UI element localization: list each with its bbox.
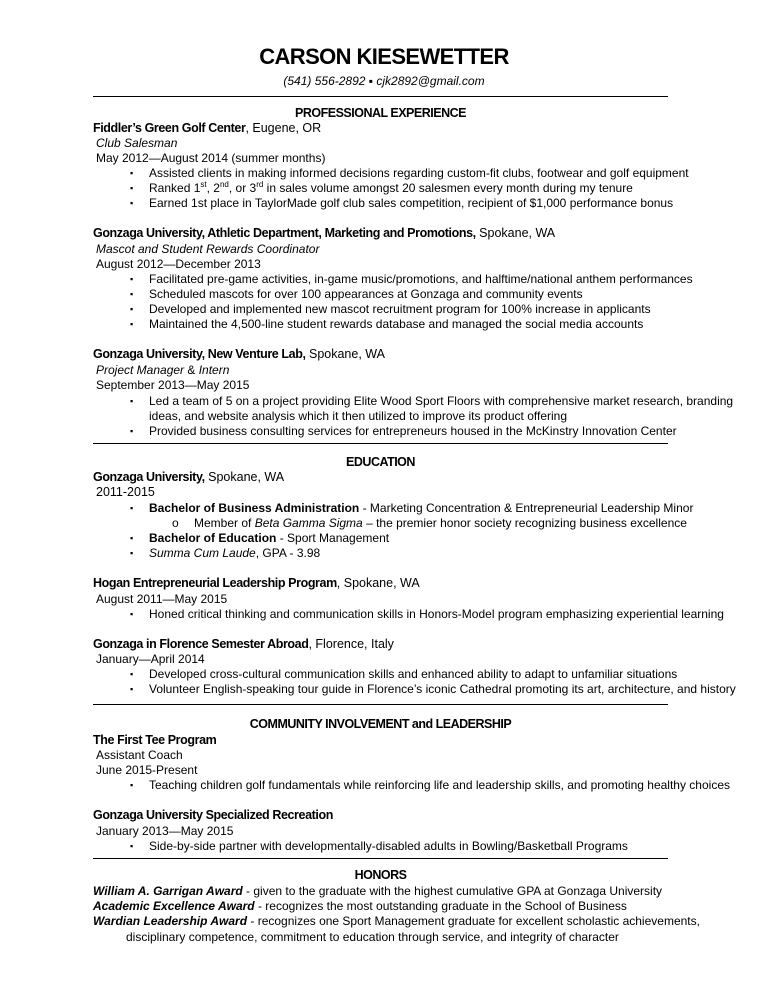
bullet-marker: ▪ [130,168,134,178]
bullet-item: ▪ Led a team of 5 on a project providing Elite Wood Sport Floors with comprehensive market research, branding [130,394,734,408]
contact-info: (541) 556-2892 ▪ cjk2892@gmail.com [283,74,485,88]
school-dates: 2011-2015 [96,485,155,499]
job-heading [93,347,385,362]
bullet-item: ▪ Summa Cum Laude, GPA - 3.98 [130,546,321,560]
section-heading-education: EDUCATION [346,455,415,469]
volunteer-role: Assistant Coach [96,748,183,762]
bullet-item: ▪ Scheduled mascots for over 100 appearances at Gonzaga and community events [130,287,583,301]
school-heading [93,470,284,485]
bullet-item: ▪ Assisted clients in making informed decisions regarding custom-fit clubs, footwear and golf equipment [130,166,689,180]
bullet-marker: ▪ [130,198,134,208]
sub-bullet-item: o Member of Beta Gamma Sigma – the premier honor society recognizing business excellence [172,516,687,530]
job-heading [93,226,555,241]
bullet-item: ▪ Maintained the 4,500-line student rewards database and managed the social media accounts [130,317,644,331]
employer-location: Spokane, WA [305,347,385,361]
award-name: Academic Excellence Award [93,899,255,913]
employer-name: Gonzaga University, Athletic Department, Marketing and Promotions, [93,226,476,240]
school-name: Hogan Entrepreneurial Leadership Program [93,576,337,590]
bullet-item: ▪ Volunteer English-speaking tour guide in Florence’s iconic Cathedral promoting its art, architecture, and history [130,682,736,696]
job-heading [93,121,321,136]
school-location: , Florence, Italy [308,637,394,651]
bullet-marker: ▪ [130,304,134,314]
school-name: Gonzaga in Florence Semester Abroad [93,637,309,651]
resume-name: CARSON KIESEWETTER [259,44,509,69]
volunteer-dates: June 2015-Present [96,763,198,777]
bullet-marker: ▪ [130,274,134,284]
school-dates: January—April 2014 [96,652,205,666]
bullet-item: ▪ Side-by-side partner with developmentally-disabled adults in Bowling/Basketball Programs [130,839,628,853]
bullet-item: ▪ Facilitated pre-game activities, in-game music/promotions, and halftime/national anthem performances [130,272,693,286]
school-location: , Spokane, WA [336,576,420,590]
organization-heading [93,733,216,748]
school-dates: August 2011—May 2015 [96,592,228,606]
bullet-item: ▪ Bachelor of Business Administration - Marketing Concentration & Entrepreneurial Leadership Minor [130,501,694,515]
bullet-item: ▪ Teaching children golf fundamentals while reinforcing life and leadership skills, and promoting healthy choices [130,778,730,792]
bullet-marker: ▪ [130,183,134,193]
section-divider [93,704,668,705]
section-heading-community: COMMUNITY INVOLVEMENT and LEADERSHIP [249,717,512,731]
award-name: Wardian Leadership Award [93,914,248,928]
job-title: Project Manager & Intern [96,363,230,377]
school-location: Spokane, WA [204,470,285,484]
bullet-item: ▪ Provided business consulting services for entrepreneurs housed in the McKinstry Innovation Center [130,424,677,438]
bullet-item: ▪ Honed critical thinking and communication skills in Honors-Model program emphasizing experiential learning [130,607,724,621]
honor-continuation: disciplinary competence, commitment to education through service, and integrity of character [126,930,619,944]
bullet-item: ▪ Developed cross-cultural communication skills and enhanced ability to adapt to unfamiliar situations [130,667,678,681]
sub-bullet-marker: o [172,516,179,530]
bullet-marker: ▪ [130,533,134,543]
bullet-continuation: ideas, and website analysis which it then utilized to improve its product offering [149,409,568,423]
bullet-marker: ▪ [130,684,134,694]
bullet-marker: ▪ [130,396,134,406]
bullet-item: ▪ Bachelor of Education - Sport Management [130,531,390,545]
job-dates: September 2013—May 2015 [96,378,250,392]
header-divider [93,96,668,97]
organization-name: Gonzaga University Specialized Recreation [93,808,333,822]
bullet-marker: ▪ [130,319,134,329]
bullet-marker: ▪ [130,426,134,436]
job-dates: August 2012—December 2013 [96,257,261,271]
bullet-item: ▪ Developed and implemented new mascot recruitment program for 100% increase in applicants [130,302,651,316]
honor-item: Wardian Leadership Award - recognizes one Sport Management graduate for excellent scholastic achievements, [93,914,700,928]
honor-item: Academic Excellence Award - recognizes the most outstanding graduate in the School of Business [93,899,627,913]
school-heading [93,576,420,591]
bullet-marker: ▪ [130,841,134,851]
award-name: William A. Garrigan Award [93,884,243,898]
employer-location: , Eugene, OR [245,121,322,135]
bullet-marker: ▪ [130,503,134,513]
section-divider [93,858,668,859]
bullet-marker: ▪ [130,780,134,790]
bullet-item: ▪ Ranked 1st, 2nd, or 3rd in sales volume amongst 20 salesmen every month during my tenure [130,180,633,195]
section-heading-honors: HONORS [354,868,407,882]
employer-name: Gonzaga University, New Venture Lab, [93,347,306,361]
employer-location: Spokane, WA [475,226,556,240]
job-title: Club Salesman [96,136,178,150]
bullet-marker: ▪ [130,289,134,299]
school-heading [93,637,394,652]
school-name: Gonzaga University, [93,470,205,484]
section-heading-experience: PROFESSIONAL EXPERIENCE [295,106,466,120]
volunteer-dates: January 2013—May 2015 [96,824,234,838]
bullet-marker: ▪ [130,609,134,619]
bullet-item: ▪ Earned 1st place in TaylorMade golf club sales competition, recipient of $1,000 performance bonus [130,196,674,210]
employer-name: Fiddler’s Green Golf Center [93,121,246,135]
bullet-marker: ▪ [130,548,134,558]
section-divider [93,443,668,444]
job-title: Mascot and Student Rewards Coordinator [96,242,320,256]
organization-heading [93,808,333,823]
bullet-marker: ▪ [130,669,134,679]
organization-name: The First Tee Program [93,733,217,747]
job-dates: May 2012—August 2014 (summer months) [96,151,326,165]
honor-item: William A. Garrigan Award - given to the graduate with the highest cumulative GPA at Gonzaga University [93,884,663,898]
